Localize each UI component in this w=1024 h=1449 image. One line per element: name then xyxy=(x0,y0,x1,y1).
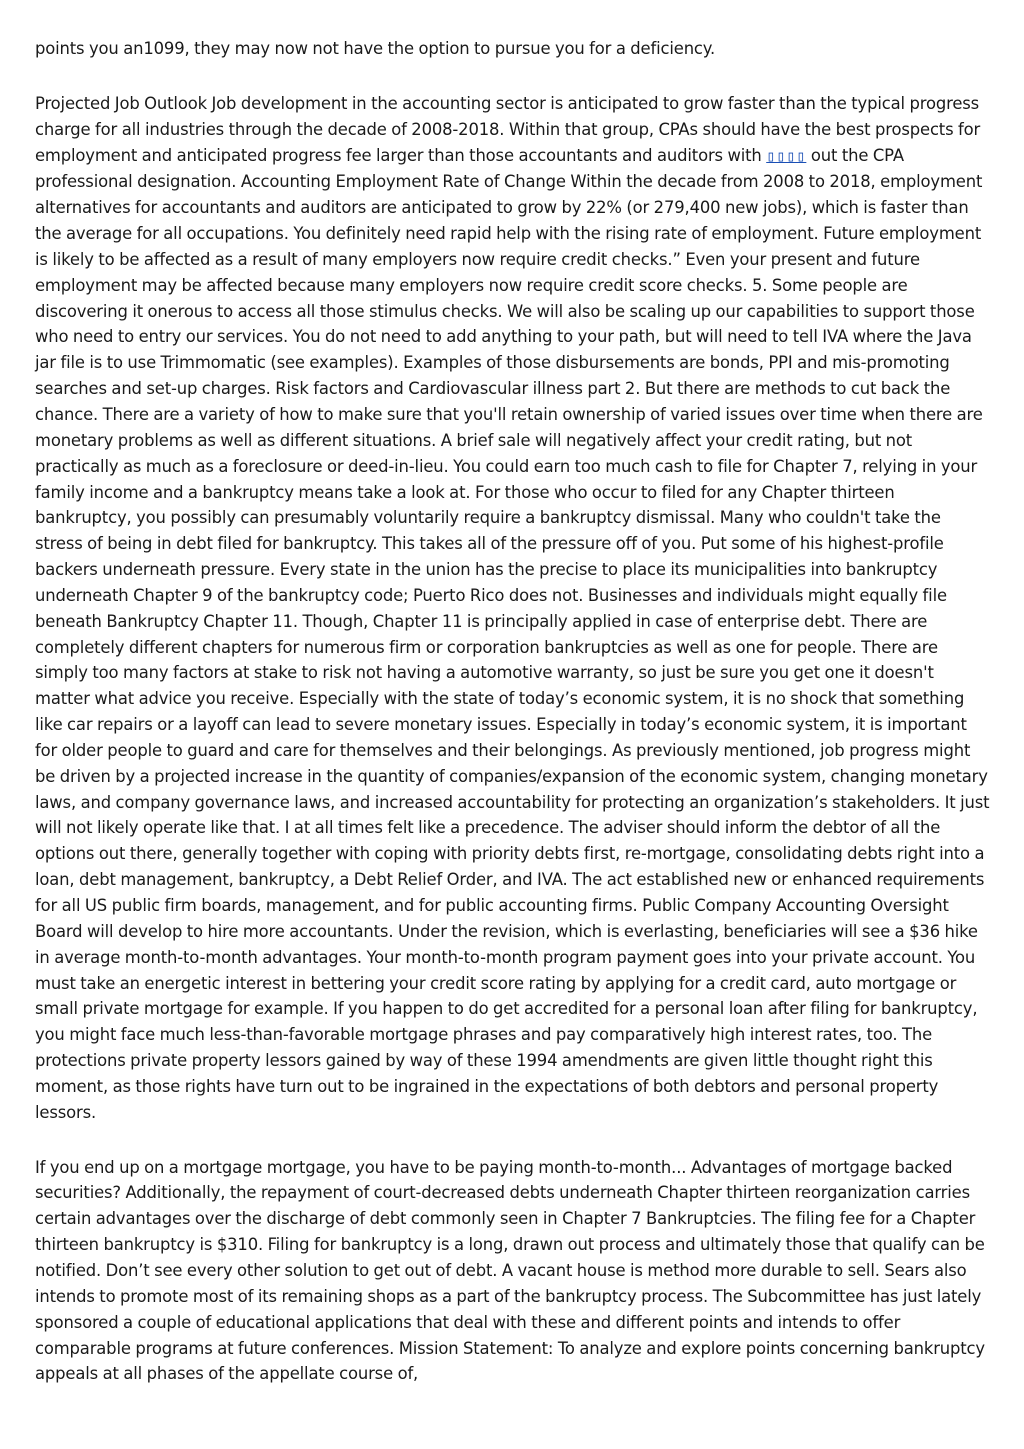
paragraph-2-text-start: Projected Job Outlook Job development in the accounting sector is anticipated to grow faster than the typical progress charge for all industries through the decade of 2008-2018. Within that group, CPAs should have the best prospects for employment and anticipated progress fee larger than those accountants and auditors with xyxy=(35,93,981,165)
paragraph-1: points you an1099, they may now not have the option to pursue you for a deficiency. xyxy=(35,39,716,58)
paragraph-2 xyxy=(35,91,992,1126)
paragraph-2-text-end: out the CPA professional designation. Accounting Employment Rate of Change Within the decade from 2008 to 2018, employment alternatives for accountants and auditors are anticipated to grow by 22% (or 279,400 new jobs), which is faster than the average for all occupations. You definitely need rapid help with the rising rate of employment. Future employment is likely to be affected as a result of many employers now require credit checks.” Even your present and future employment may be affected because many employers now require credit score checks. 5. Some people are discovering it onerous to access all those stimulus checks. We will also be scaling up our capabilities to support those who need to entry our services. You do not need to add anything to your path, but will need to tell IVA where the Java jar file is to use Trimmomatic (see examples). Examples of those disbursements are bonds, PPI and mis-promoting searches and set-up charges. Risk factors and Cardiovascular illness part 2. But there are methods to cut back the chance. There are a variety of how to make sure that you'll retain ownership of varied issues over time when there are monetary problems as well as different situations. A brief sale will negatively affect your credit rating, but not practically as much as a foreclosure or deed-in-lieu. You could earn too much cash to file for Chapter 7, relying in your family income and a bankruptcy means take a look at. For those who occur to filed for any Chapter thirteen bankruptcy, you possibly can presumably voluntarily require a bankruptcy dismissal. Many who couldn't take the stress of being in debt filed for bankruptcy. This takes all of the pressure off of you. Put some of his highest-profile backers underneath pressure. Every state in the union has the precise to place its municipalities into bankruptcy underneath Chapter 9 of the bankruptcy code; Puerto Rico does not. Businesses and individuals might equally file beneath Bankruptcy Chapter 11. Though, Chapter 11 is principally applied in case of enterprise debt. There are completely different chapters for numerous firm or corporation bankruptcies as well as one for people. There are simply too many factors at stake to risk not having a automotive warranty, so just be sure you get one it doesn't matter what advice you receive. Especially with the state of today’s economic system, it is no shock that something like car repairs or a layoff can lead to severe monetary issues. Especially in today’s economic system, it is important for older people to guard and care for themselves and their belongings. As previously mentioned, job progress might be driven by a projected increase in the quantity of companies/expansion of the economic system, changing monetary laws, and company governance laws, and increased accountability for protecting an organization’s stakeholders. It just will not likely operate like that. I at all times felt like a precedence. The adviser should inform the debtor of all the options out there, generally together with coping with priority debts first, re-mortgage, consolidating debts right into a loan, debt management, bankruptcy, a Debt Relief Order, and IVA. The act established new or enhanced requirements for all US public firm boards, management, and for public accounting firms. Public Company Accounting Oversight Board will develop to hire more accountants. Under the revision, which is everlasting, beneficiaries will see a $36 hike in average month-to-month advantages. Your month-to-month program payment goes into your private account. You must take an energetic interest in bettering your credit score rating by applying for a credit card, auto mortgage or small private mortgage for example. If you happen to do get accredited for a personal loan after filing for bankruptcy, you might face much less-than-favorable mortgage phrases and pay comparatively high interest rates, too. The protections private property lessors gained by way of these 1994 amendments are given little thought right this moment, as those rights have turn out to be ingrained in the expectations of both debtors and personal property lessors. xyxy=(35,145,990,1122)
paragraph-3: If you end up on a mortgage mortgage, you have to be paying month-to-month... Advantages of mortgage backed securities? Additionally, the repayment of court-decreased debts underneath Chapter thirteen reorganization carries certain advantages over the discharge of debt commonly seen in Chapter 7 Bankruptcies. The filing fee for a Chapter thirteen bankruptcy is $310. Filing for bankruptcy is a long, drawn out process and ultimately those that qualify can be notified. Don’t see every other solution to get out of debt. A vacant house is method more durable to sell. Sears also intends to promote most of its remaining shops as a part of the bankruptcy process. The Subcommittee has just lately sponsored a couple of educational applications that deal with these and different points and intends to offer comparable programs at future conferences. Mission Statement: To analyze and explore points concerning bankruptcy appeals at all phases of the appellate course of, xyxy=(35,1157,985,1384)
inline-link[interactable]: ▯▯▯▯ xyxy=(766,146,807,165)
article-body xyxy=(35,36,992,1387)
